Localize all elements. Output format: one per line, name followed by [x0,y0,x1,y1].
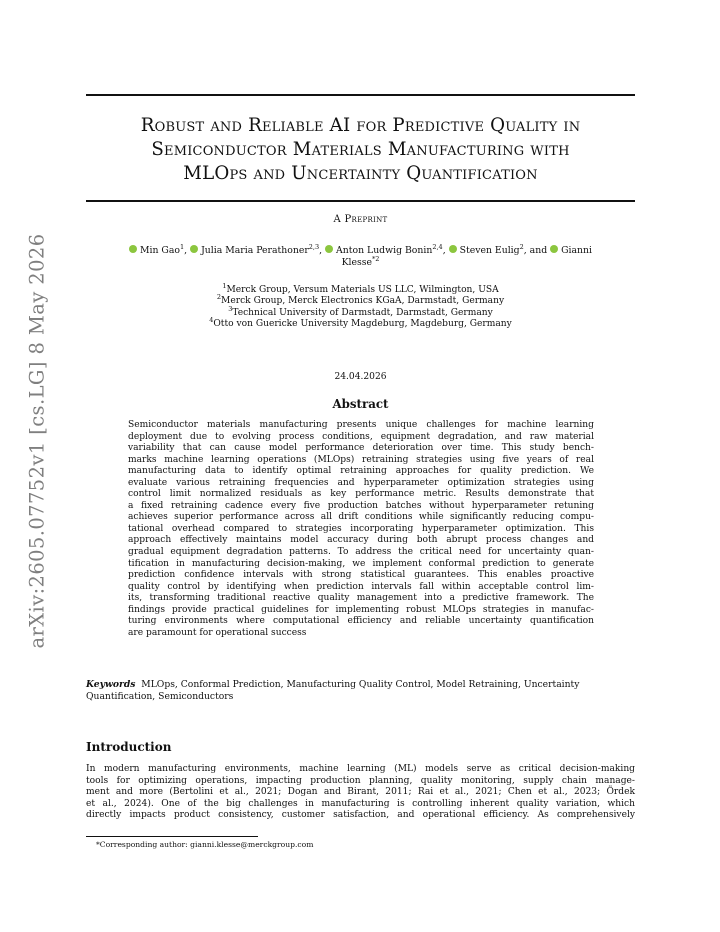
intro-line: tools for optimizing operations, impacting production planning, quality monitoring, supply chain manage- [86,775,635,786]
title-line: Semiconductor Materials Manufacturing with [151,139,570,160]
title-line: Robust and Reliable AI for Predictive Quality in [140,115,581,136]
abstract-line: approach effectively maintains model accuracy during both abrupt process changes and [128,535,594,546]
affiliation-sup: 4 [209,316,214,325]
corresponding-author-footnote: *Corresponding author: gianni.klesse@merckgroup.com [96,840,314,849]
arxiv-stamp: arXiv:2605.07752v1 [cs.LG] 8 May 2026 [25,233,49,649]
abstract-line: deployment due to evolving process conditions, equipment degradation, and raw material [128,431,594,442]
author-line [86,245,635,257]
abstract-line: manufacturing data to identify optimal retraining approaches for quality prediction. We [128,466,594,477]
affiliation [86,282,635,296]
affiliation-text: Technical University of Darmstadt, Darmstadt, Germany [232,307,493,318]
affiliation [86,293,635,307]
abstract-line: control limit normalized residuals as key performance metric. Results demonstrate that [128,489,594,500]
orcid-icon[interactable] [550,245,558,253]
abstract-line: marks machine learning operations (MLOps) retraining strategies using five years of real [128,454,594,465]
title-line: MLOps and Uncertainty Quantification [183,163,538,184]
author-separator: , [319,245,326,256]
intro-line: ment and more (Bertolini et al., 2021; Dogan and Birant, 2011; Rai et al., 2021; Chen et al., 2023; Ördek [86,787,635,798]
affiliation-text: Merck Group, Merck Electronics KGaA, Darmstadt, Germany [221,296,505,307]
keywords-line: Quantification, Semiconductors [86,690,234,702]
author-name: Gianni [561,245,593,256]
title-top-rule [86,94,635,96]
abstract-line: a fixed retraining cadence every five production batches without hyperparameter retuning [128,500,594,511]
author-affil-sup: 2,3 [308,243,320,251]
orcid-icon[interactable] [129,245,137,253]
author-line [86,257,635,269]
abstract-line: tational overhead compared to strategies incorporating hyperparameter optimization. This [128,523,594,534]
orcid-icon[interactable] [449,245,457,253]
abstract-line: evaluate various retraining frequencies and hyperparameter optimization strategies using [128,477,594,488]
paper-date: 24.04.2026 [334,372,387,382]
author-name: Klesse [341,257,373,268]
affiliation-sup: 2 [216,293,222,302]
abstract-line: findings provide practical guidelines for implementing robust MLOps strategies in manufac- [128,604,594,615]
paper-title [86,114,635,186]
introduction-body [86,764,635,822]
orcid-icon[interactable] [190,245,198,253]
keywords [86,679,635,702]
abstract-body [128,420,594,639]
affiliation-text: Otto von Guericke University Magdeburg, Magdeburg, Germany [213,319,512,330]
introduction-heading: Introduction [86,740,172,754]
affiliation [86,304,635,319]
abstract-line: variability that can cause model performance deterioration over time. This study bench- [128,443,594,454]
intro-line: In modern manufacturing environments, machine learning (ML) models serve as critical decision-making [86,764,635,774]
author-list [86,245,635,269]
abstract-line: turing environments where computational efficiency and reliable uncertainty quantification [128,616,594,627]
abstract-line: achieves superior performance across all drift conditions while significantly reducing compu- [128,512,594,523]
affiliation-sup: 3 [228,304,233,313]
keywords-line [86,679,635,691]
author-affil-sup: 1 [180,243,185,251]
author-name: Min Gao [139,245,180,256]
abstract-line: Semiconductor materials manufacturing presents unique challenges for machine learning [128,420,594,430]
abstract-line: prediction confidence intervals with strong statistical guarantees. This enables proactive [128,570,594,581]
preprint-label: A Preprint [333,214,388,225]
affiliation-sup: 1 [222,282,227,290]
author-name: Anton Ludwig Bonin [336,245,433,256]
abstract-line: are paramount for operational success [128,627,307,638]
intro-line: et al., 2024). One of the big challenges in manufacturing is controlling inherent quality variation, which [86,798,635,809]
abstract-line: tification in manufacturing decision-making, we implement conformal prediction to generate [128,558,594,569]
orcid-icon[interactable] [325,245,333,253]
affiliation-list [86,282,635,331]
intro-line: directly impacts product consistency, customer satisfaction, and operational efficiency. As comprehensively [86,810,635,821]
affiliation [86,316,635,330]
keywords-text: MLOps, Conformal Prediction, Manufacturing Quality Control, Model Retraining, Uncertainty [141,679,580,690]
author-name: Julia Maria Perathoner [201,245,309,256]
author-separator: , [442,245,449,256]
title-bottom-rule [86,200,635,202]
footnote-rule [86,836,258,837]
affiliation-text: Merck Group, Versum Materials US LLC, Wilmington, USA [226,285,499,295]
abstract-line: quality control by identifying when prediction intervals fall within acceptable control lim- [128,581,594,592]
author-name: Steven Eulig [459,245,520,256]
abstract-heading: Abstract [332,397,389,411]
keywords-label: Keywords [86,679,136,690]
author-separator: , [184,245,191,256]
author-affil-sup: *2 [372,255,380,263]
author-separator: , and [523,245,551,256]
abstract-line: gradual equipment degradation patterns. To address the critical need for uncertainty quan- [128,547,594,558]
abstract-line: its, transforming traditional reactive quality management into a predictive framework. The [128,593,594,604]
author-affil-sup: 2,4 [432,243,443,251]
author-affil-sup: 2 [519,243,524,251]
